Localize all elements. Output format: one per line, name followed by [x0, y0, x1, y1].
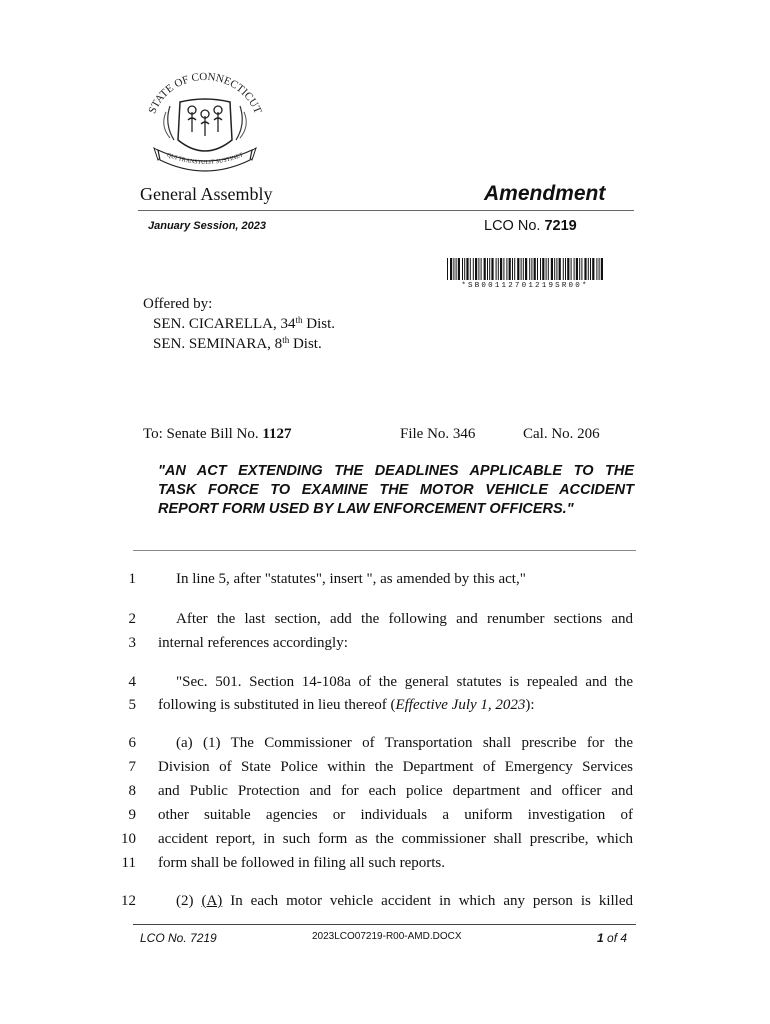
- amendment-line: and Public Protection and for each police department and officer and: [158, 783, 633, 799]
- calendar-number: Cal. No. 206: [523, 426, 600, 442]
- line-number: 3: [128, 635, 136, 651]
- amendment-line: following is substituted in lieu thereof (Effective July 1, 2023):: [158, 697, 535, 713]
- bill-number: 1127: [262, 426, 292, 442]
- page-indicator: 1 of 4: [597, 931, 628, 945]
- lco-number: 7219: [544, 218, 577, 234]
- amendment-line: accident report, in such form as the commissioner shall prescribe, which: [158, 831, 633, 847]
- footer-document-id: 2023LCO07219-R00-AMD.DOCX: [312, 931, 462, 942]
- line-number: 9: [128, 807, 136, 823]
- effective-date: Effective July 1, 2023: [395, 697, 526, 713]
- line-number: 8: [128, 783, 136, 799]
- footer-divider: [133, 924, 636, 925]
- session-label: January Session, 2023: [148, 220, 267, 232]
- amendment-line: (a) (1) The Commissioner of Transportation shall prescribe for the: [176, 735, 633, 751]
- barcode-text: *SB00112701219SR00*: [461, 282, 589, 288]
- senate-bill-reference: To: Senate Bill No. 1127: [143, 426, 292, 442]
- general-assembly-heading: General Assembly: [140, 184, 273, 204]
- line-number: 12: [121, 893, 136, 909]
- lco-number-label: LCO No. 7219: [484, 218, 577, 234]
- svg-text:STATE OF CONNECTICUT: [146, 71, 263, 116]
- subparagraph-marker: (A): [201, 893, 223, 909]
- seal-motto: QUI TRANSTULIT SUSTINET: [165, 152, 245, 167]
- sponsor-line: SEN. SEMINARA, 8th Dist.: [153, 335, 322, 352]
- amendment-line: In line 5, after "statutes", insert ", as amended by this act,": [176, 571, 526, 587]
- bill-title-line: "AN ACT EXTENDING THE DEADLINES APPLICABLE TO THE: [158, 463, 634, 479]
- footer-lco-number: LCO No. 7219: [140, 931, 217, 945]
- line-number: 4: [128, 674, 136, 690]
- bill-title-line: TASK FORCE TO EXAMINE THE MOTOR VEHICLE ACCIDENT: [158, 482, 634, 498]
- body-divider: [133, 550, 636, 551]
- line-number: 5: [128, 697, 136, 713]
- bill-title: [158, 462, 634, 519]
- seal-arc-text: STATE OF CONNECTICUT: [146, 70, 264, 116]
- amendment-line: Division of State Police within the Department of Emergency Services: [158, 759, 633, 775]
- line-number: 1: [128, 571, 136, 587]
- bill-title-line: REPORT FORM USED BY LAW ENFORCEMENT OFFICERS.": [158, 501, 574, 517]
- line-number: 2: [128, 611, 136, 627]
- document-type-heading: Amendment: [484, 182, 606, 205]
- line-number: 11: [121, 855, 136, 871]
- header-divider: [138, 210, 634, 211]
- amendment-line: (2) (A) In each motor vehicle accident in which any person is killed: [176, 893, 633, 909]
- state-seal-logo: [140, 68, 270, 186]
- amendment-line: After the last section, add the following and renumber sections and: [176, 611, 633, 627]
- line-number: 7: [128, 759, 136, 775]
- offered-by-block: [143, 294, 335, 354]
- line-number: 10: [121, 831, 136, 847]
- file-number: File No. 346: [400, 426, 476, 442]
- amendment-line: "Sec. 501. Section 14-108a of the general statutes is repealed and the: [176, 674, 633, 690]
- line-number: 6: [128, 735, 136, 751]
- sponsor-line: SEN. CICARELLA, 34th Dist.: [153, 315, 336, 332]
- offered-by-label: Offered by:: [143, 296, 213, 312]
- amendment-line: internal references accordingly:: [158, 635, 348, 651]
- amendment-line: form shall be followed in filing all such reports.: [158, 855, 446, 871]
- barcode: [446, 258, 604, 288]
- amendment-line: other suitable agencies or individuals a uniform investigation of: [158, 807, 633, 823]
